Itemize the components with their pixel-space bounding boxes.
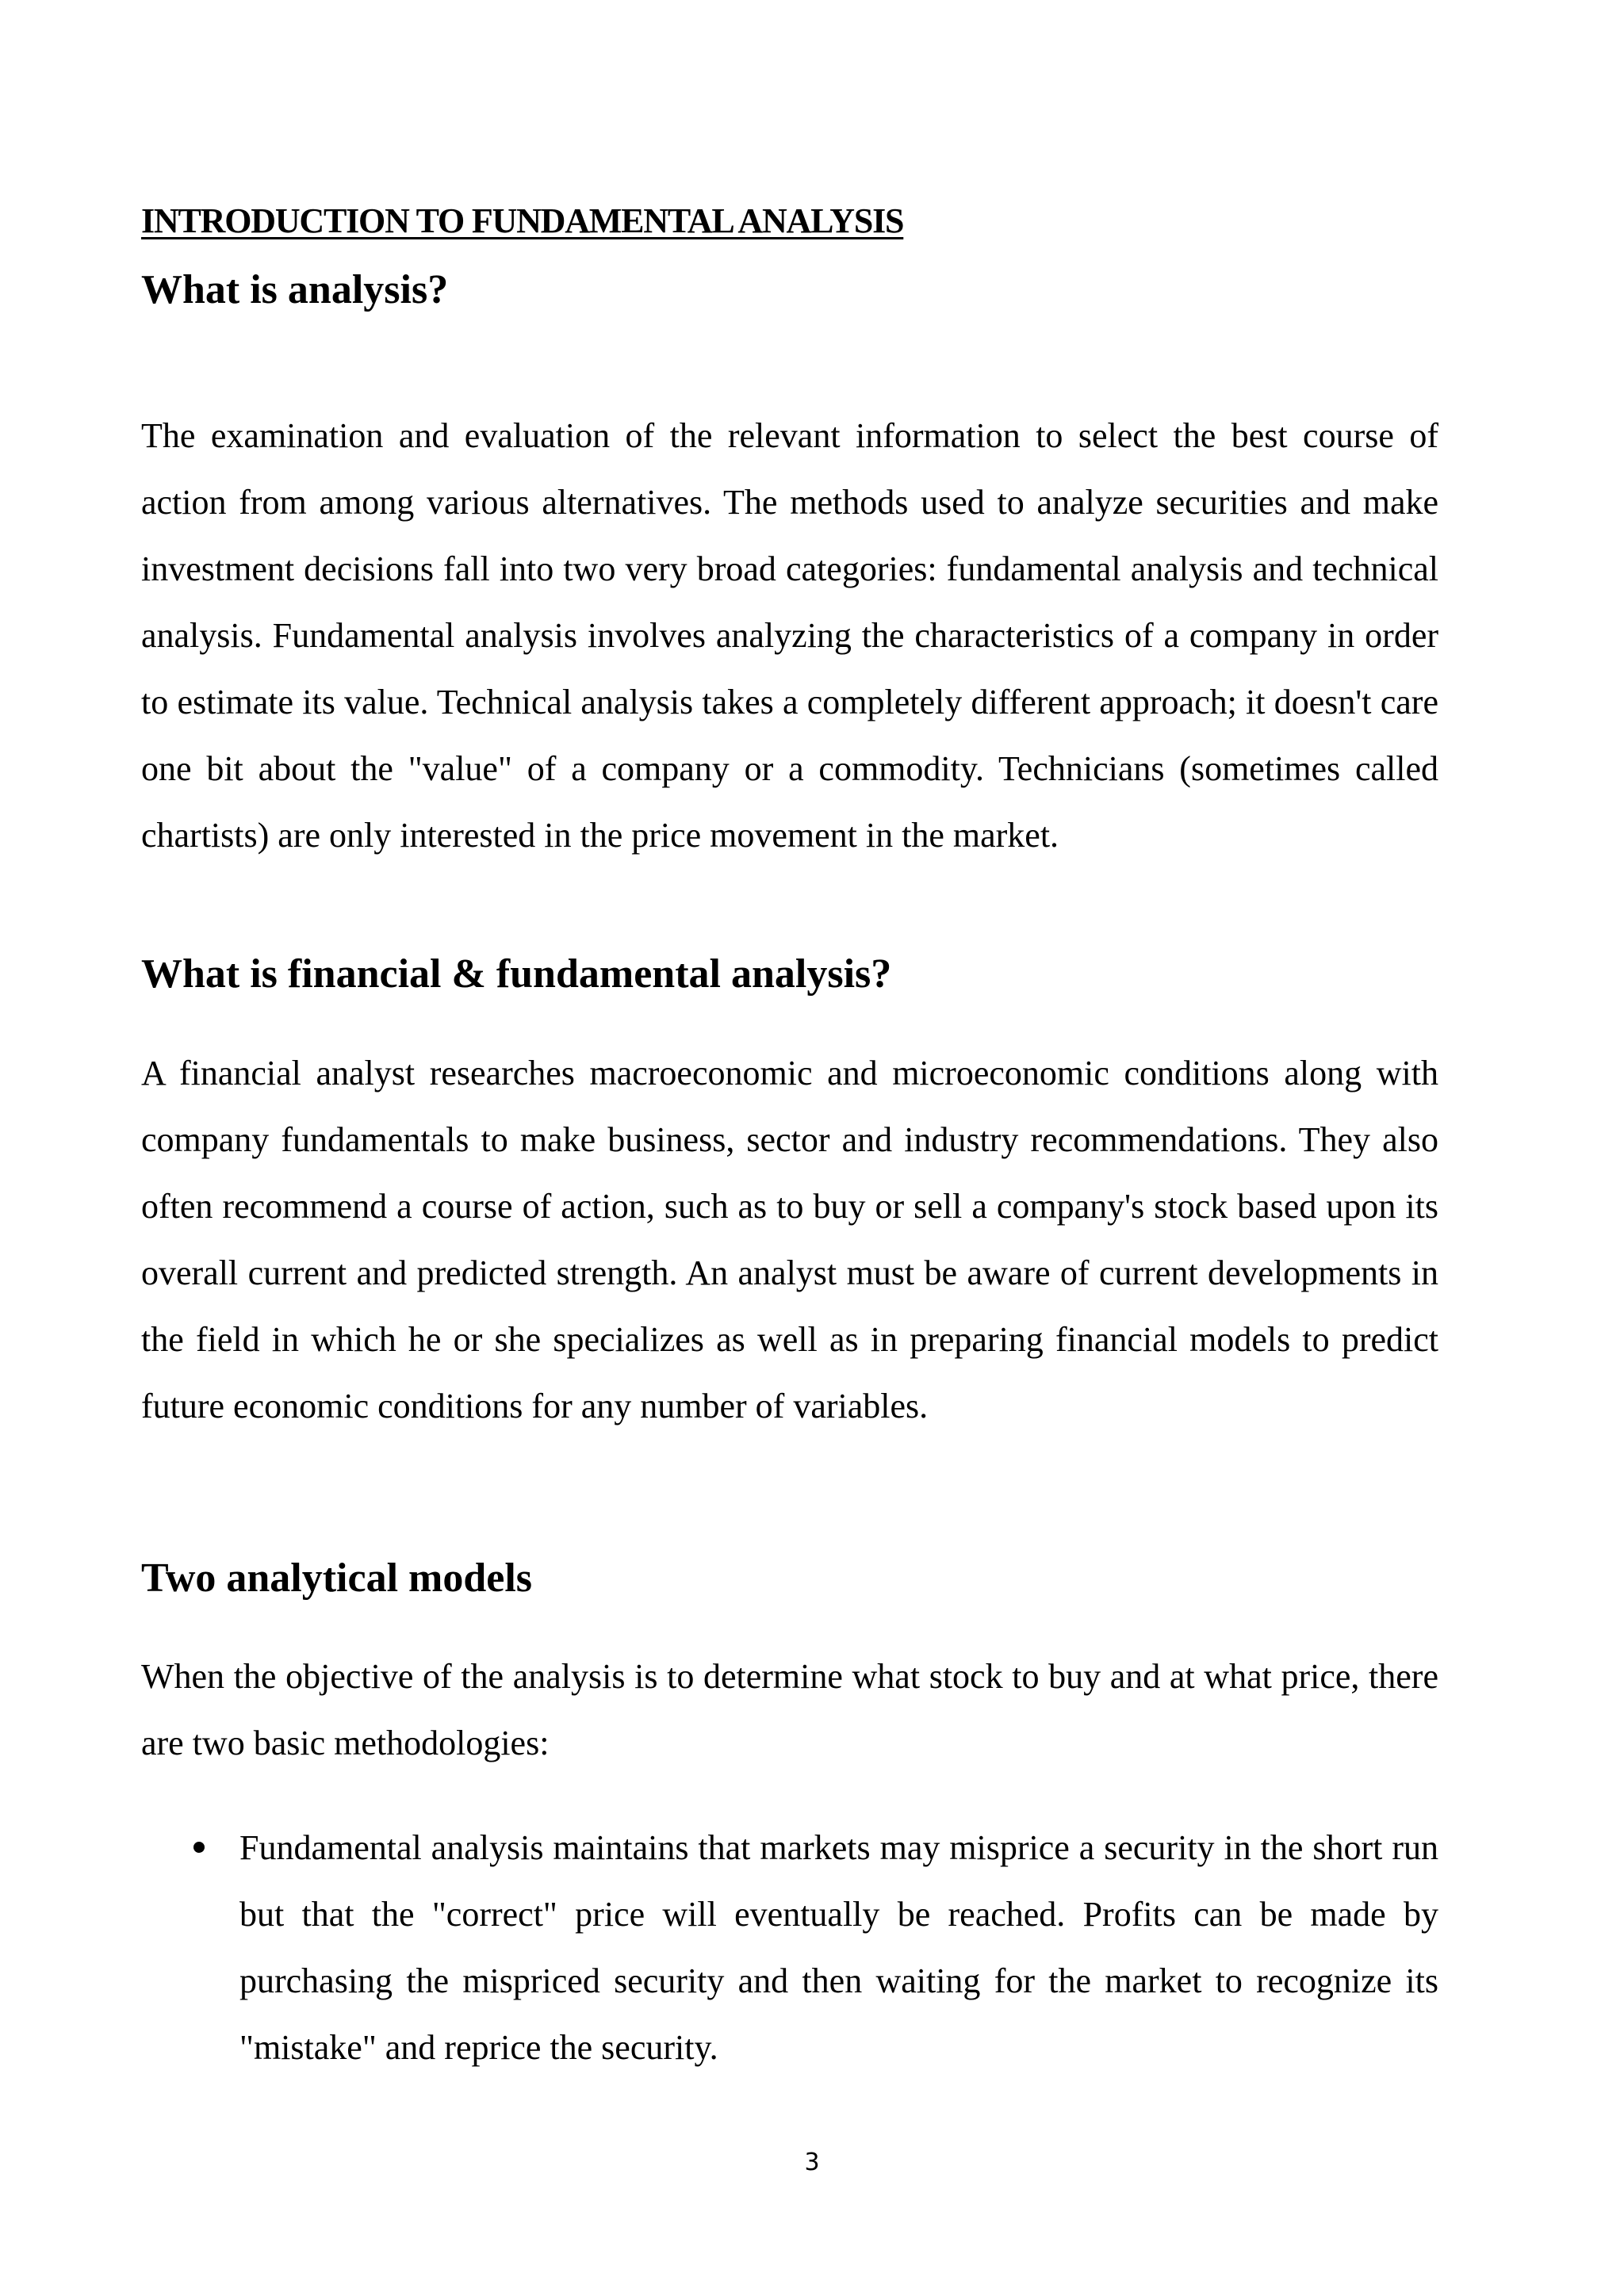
- section-heading-what-is-analysis: What is analysis?: [141, 267, 449, 312]
- section-heading-two-analytical-models: Two analytical models: [141, 1556, 533, 1601]
- section-heading-financial-fundamental-analysis: What is financial & fundamental analysis?: [141, 951, 892, 997]
- bullet-text: Fundamental analysis maintains that markets may misprice a security in the short run but that the "correct" price will eventually be reached. Profits can be made by purchasing the mispriced security and then waiting for the market to recognize its "mistake" and reprice the security.: [239, 1828, 1438, 2067]
- page-number: 3: [804, 2149, 820, 2176]
- section-paragraph-two-analytical-models: When the objective of the analysis is to determine what stock to buy and at what price, there are two basic methodologies:: [141, 1657, 1438, 1762]
- document-title: INTRODUCTION TO FUNDAMENTAL ANALYSIS: [141, 201, 904, 240]
- methodology-bullet-list: [141, 1815, 1438, 2081]
- section-paragraph-what-is-analysis: The examination and evaluation of the relevant information to select the best course of action from among various alternatives. The methods used to analyze securities and make investment decisions fall into two very broad categories: fundamental analysis and technical analysis. Fundamental analysis involves analyzing the characteristics of a company in order to estimate its value. Technical analysis takes a completely different approach; it doesn't care one bit about the "value" of a company or a commodity. Technicians (sometimes called chartists) are only interested in the price movement in the market.: [141, 416, 1438, 855]
- list-item: [141, 1815, 1438, 2081]
- section-paragraph-financial-fundamental-analysis: A financial analyst researches macroeconomic and microeconomic conditions along with company fundamentals to make business, sector and industry recommendations. They also often recommend a course of action, such as to buy or sell a company's stock based upon its overall current and predicted strength. An analyst must be aware of current developments in the field in which he or she specializes as well as in preparing financial models to predict future economic conditions for any number of variables.: [141, 1054, 1438, 1425]
- bullet-icon: [193, 1842, 205, 1853]
